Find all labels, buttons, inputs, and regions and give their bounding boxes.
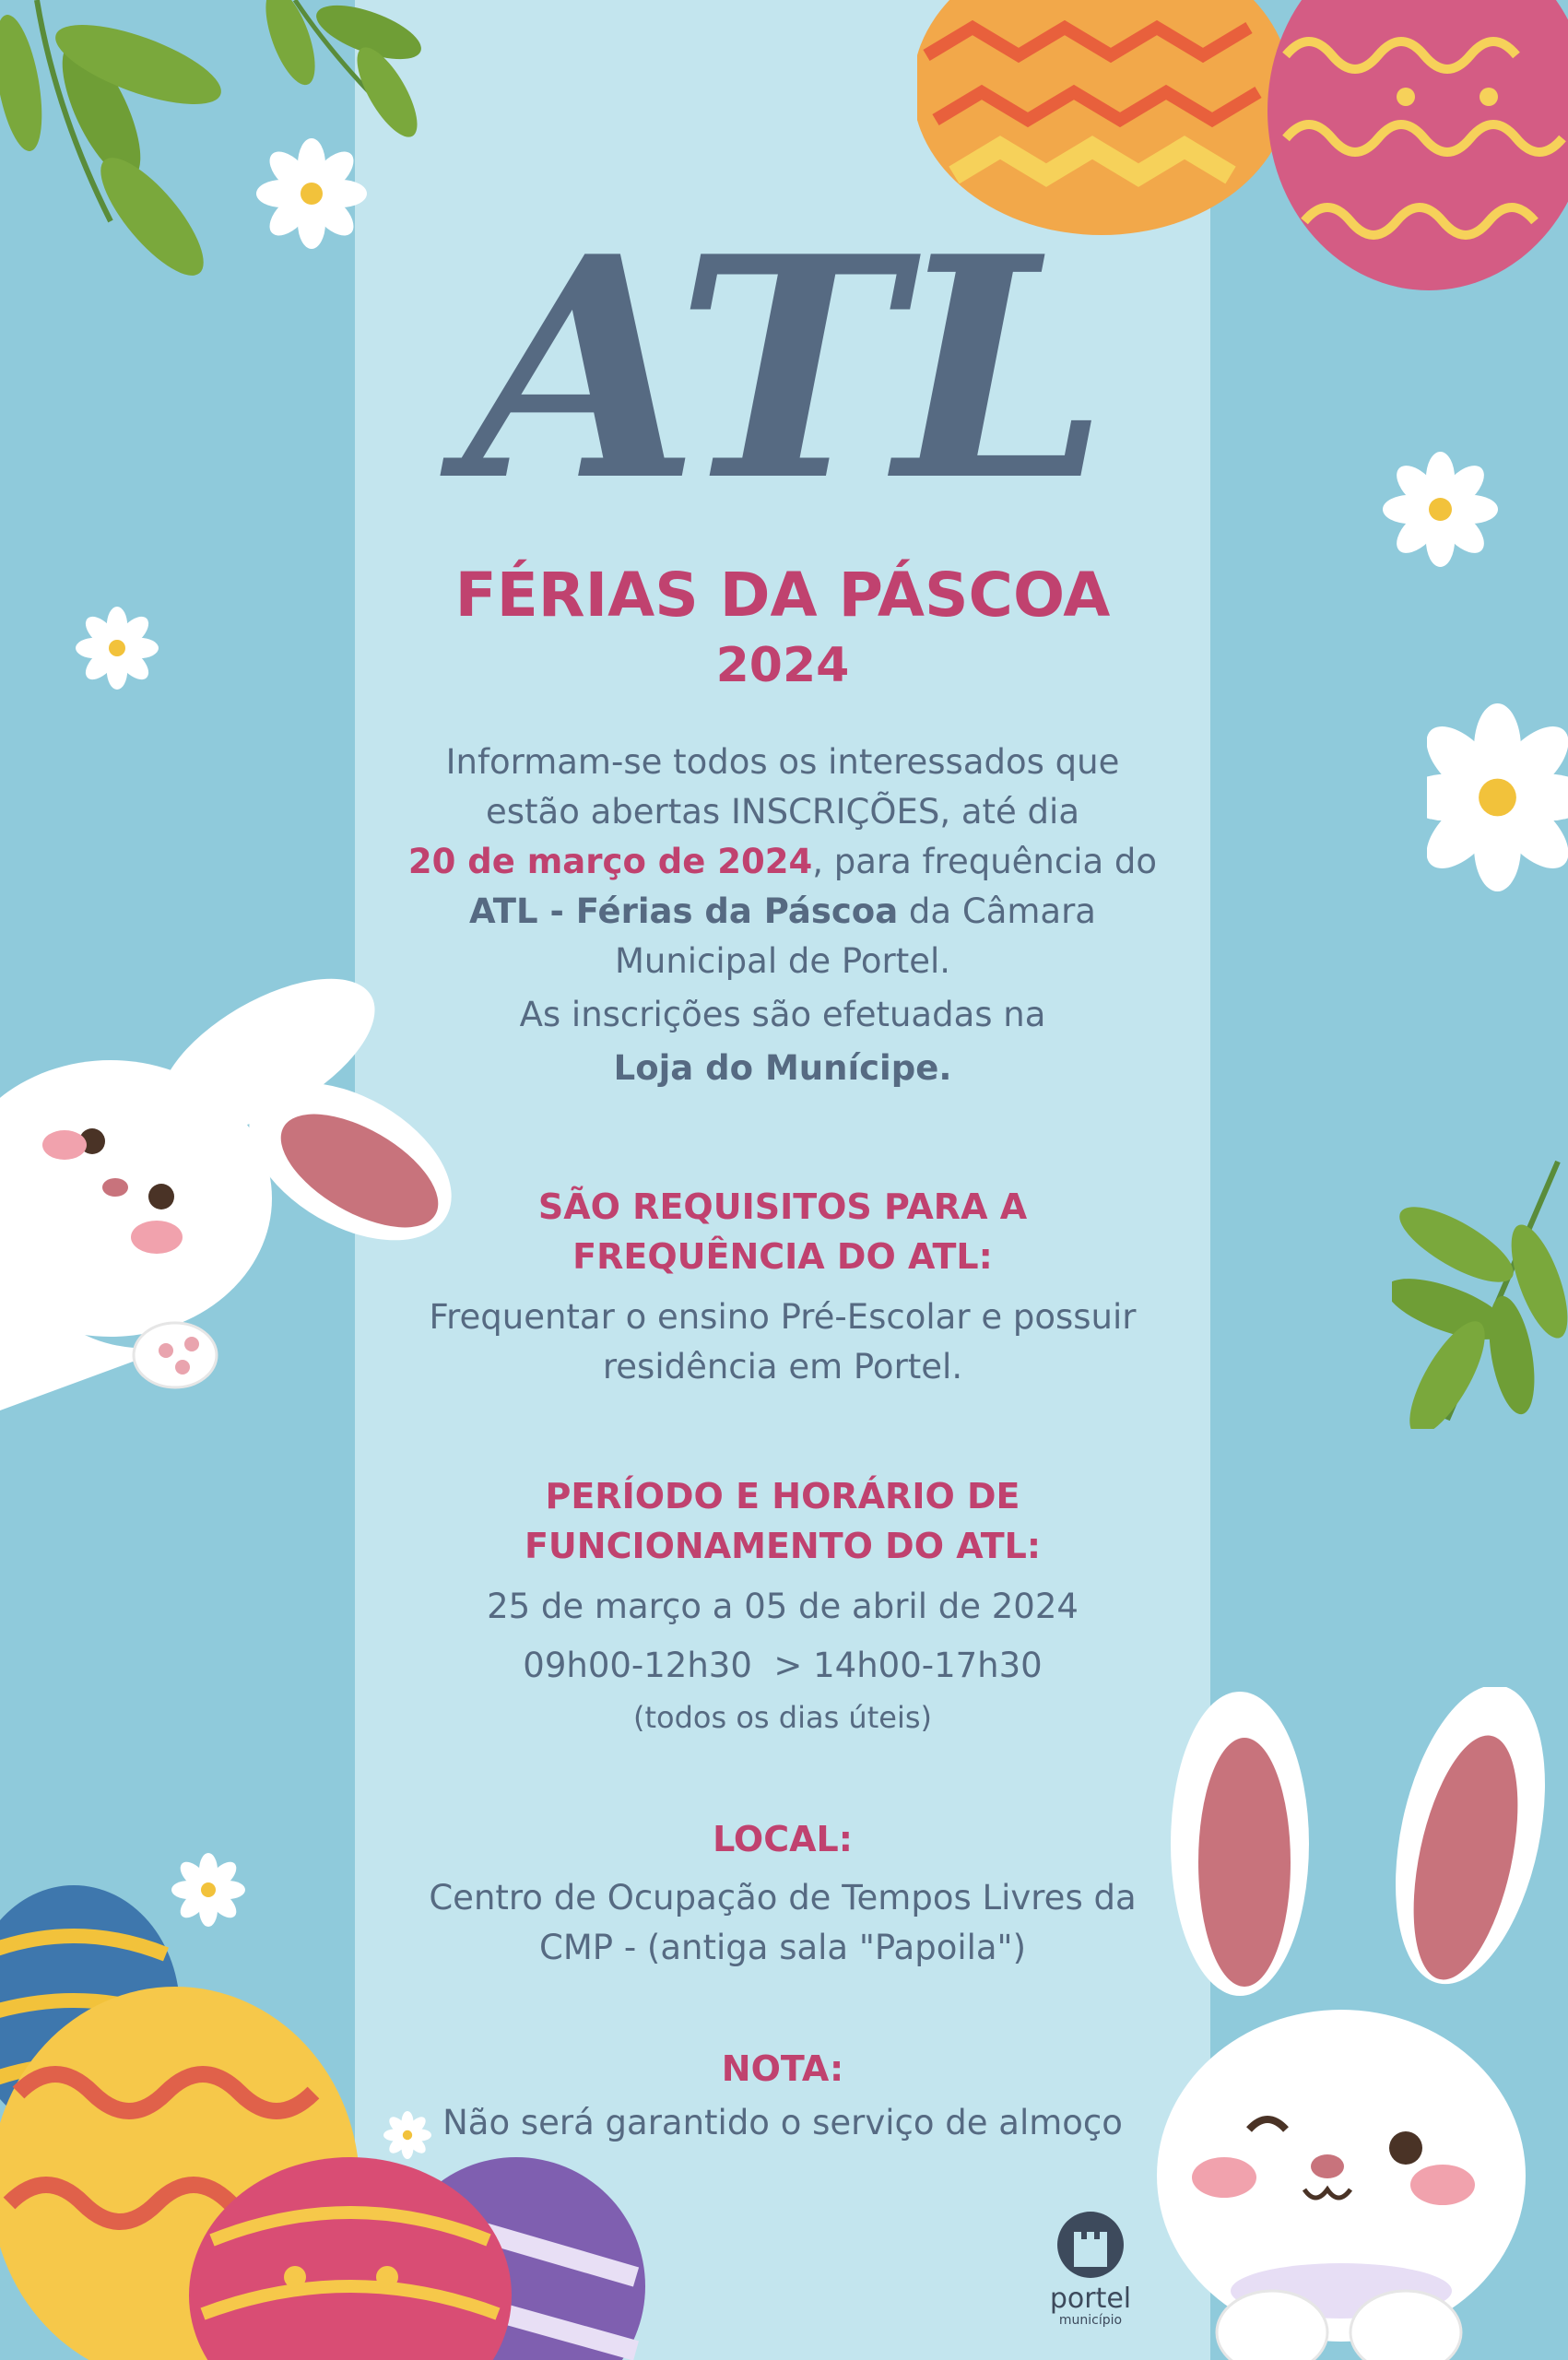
year: 2024 xyxy=(715,638,850,693)
intro-line: 20 de março de 2024, para frequência do xyxy=(407,842,1158,881)
requirements-text: Frequentar o ensino Pré-Escolar e possuir residência em Portel. xyxy=(429,1297,1137,1386)
logo-subtitle: município xyxy=(1058,2313,1123,2328)
schedule-hours: 09h00-12h30 > 14h00-17h30 xyxy=(523,1646,1043,1685)
nota-text: Não será garantido o serviço de almoço xyxy=(442,2103,1123,2142)
intro-block xyxy=(355,738,1210,1093)
portel-logo xyxy=(1040,2208,1141,2328)
intro-line: As inscrições são efetuadas na xyxy=(519,995,1046,1034)
intro-line: Municipal de Portel. xyxy=(614,941,951,981)
intro-line: Informam-se todos os interessados que xyxy=(445,742,1120,782)
subtitle: FÉRIAS DA PÁSCOA xyxy=(454,560,1111,631)
schedule-text xyxy=(355,1582,1210,1742)
schedule-note: (todos os dias úteis) xyxy=(633,1700,932,1735)
location-text: Centro de Ocupação de Tempos Livres da CMP - (antiga sala "Papoila") xyxy=(429,1878,1137,1967)
location-heading: LOCAL: xyxy=(713,1819,853,1859)
leaves-right-illustration xyxy=(1392,1152,1568,1429)
flower-left-illustration xyxy=(76,607,159,690)
flower-right-large-illustration xyxy=(1427,701,1568,894)
intro-line: ATL - Férias da Páscoa da Câmara xyxy=(469,891,1096,931)
requirements-heading: SÃO REQUISITOS PARA A FREQUÊNCIA DO ATL: xyxy=(537,1186,1028,1277)
schedule-heading: PERÍODO E HORÁRIO DE FUNCIONAMENTO DO ATL: xyxy=(524,1476,1042,1566)
flower-right-top-illustration xyxy=(1383,452,1498,567)
bunny-right-illustration xyxy=(1138,1687,1568,2360)
portel-logo-icon xyxy=(1054,2208,1127,2282)
page-title: ATL xyxy=(464,190,1102,548)
registration-location: Loja do Munícipe. xyxy=(613,1048,952,1088)
logo-name: portel xyxy=(1049,2283,1132,2315)
deadline-date: 20 de março de 2024 xyxy=(407,842,813,881)
nota-heading: NOTA: xyxy=(721,2048,844,2089)
program-name: ATL - Férias da Páscoa xyxy=(469,891,899,931)
flower-top-left-illustration xyxy=(256,138,367,249)
intro-line: estão abertas INSCRIÇÕES, até dia xyxy=(486,792,1079,832)
schedule-dates: 25 de março a 05 de abril de 2024 xyxy=(487,1587,1079,1626)
